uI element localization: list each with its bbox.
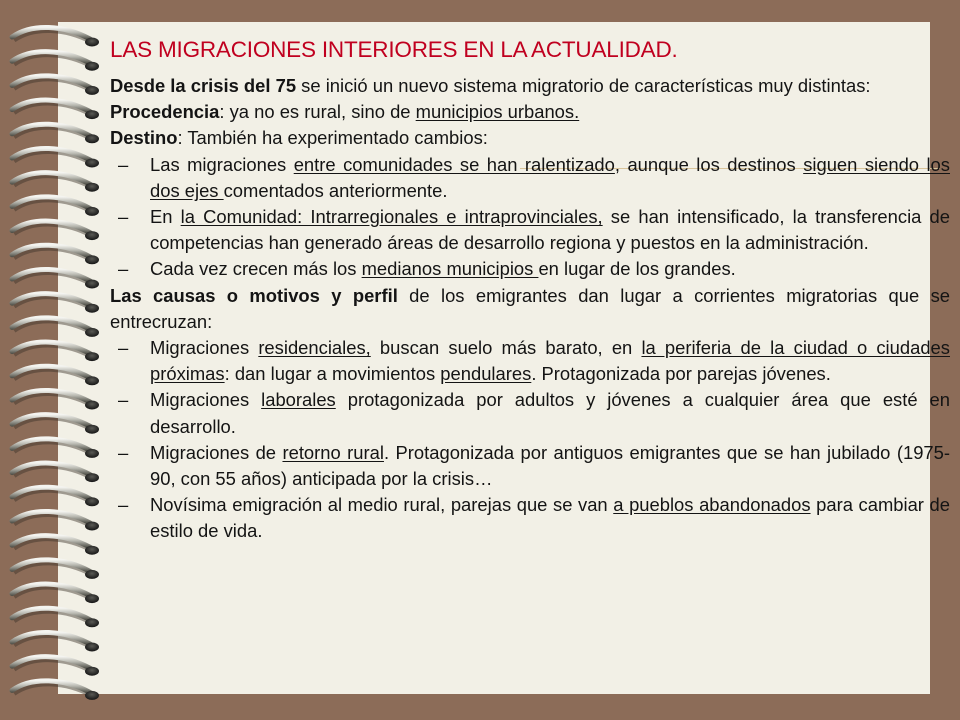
spiral-ring bbox=[12, 221, 99, 240]
dash-bullet: – bbox=[118, 494, 129, 516]
spiral-ring bbox=[12, 415, 99, 434]
item-text: . Protagonizada por parejas jóvenes. bbox=[531, 363, 831, 385]
list-item bbox=[110, 152, 950, 204]
item-underlined: la Comunidad: Intrarregionales e intraprovinciales, bbox=[180, 206, 603, 228]
item-underlined: laborales bbox=[261, 389, 336, 411]
procedencia-label: Procedencia bbox=[110, 101, 220, 123]
list-item bbox=[110, 492, 950, 544]
item-text: buscan suelo más barato, en bbox=[370, 337, 642, 359]
item-text: en lugar de los grandes. bbox=[538, 258, 736, 280]
spiral-ring bbox=[12, 27, 99, 46]
spiral-ring bbox=[12, 536, 99, 555]
spiral-ring bbox=[12, 197, 99, 216]
item-text: . Protagonizada por antiguos emigrantes que se han jubilado (1975-90, con 55 años) anticipada por la crisis… bbox=[150, 441, 950, 490]
spiral-ring bbox=[12, 463, 99, 482]
dash-bullet: – bbox=[118, 337, 129, 359]
item-text: Migraciones bbox=[150, 389, 262, 411]
list-item bbox=[110, 256, 950, 282]
item-text: , aunque los destinos bbox=[614, 153, 804, 175]
spiral-ring bbox=[12, 681, 99, 700]
dash-bullet: – bbox=[118, 441, 129, 463]
spiral-ring bbox=[12, 245, 99, 264]
item-text: para cambiar de estilo de vida. bbox=[150, 494, 950, 542]
dash-bullet: – bbox=[118, 389, 129, 411]
item-text: : dan lugar a movimientos bbox=[224, 363, 441, 385]
spiral-ring bbox=[12, 608, 99, 627]
item-underlined: la periferia de la ciudad o ciudades próximas bbox=[150, 337, 950, 385]
spiral-ring bbox=[12, 173, 99, 192]
item-text: Cada vez crecen más los bbox=[150, 258, 362, 280]
spiral-ring bbox=[12, 148, 99, 167]
item-underlined: medianos municipios bbox=[361, 258, 539, 280]
causas-paragraph bbox=[110, 283, 950, 335]
item-text: Migraciones bbox=[150, 337, 259, 359]
causas-bold: Las causas o motivos y perfil bbox=[110, 284, 398, 306]
spiral-ring bbox=[12, 342, 99, 361]
item-underlined: pendulares bbox=[440, 363, 532, 385]
spiral-ring bbox=[12, 511, 99, 530]
item-underlined: retorno rural bbox=[282, 441, 384, 463]
item-text: Las migraciones bbox=[150, 153, 294, 175]
item-text: comentados anteriormente. bbox=[223, 179, 448, 201]
item-text: protagonizada por adultos y jóvenes a cualquier área que esté en desarrollo. bbox=[150, 389, 950, 437]
list-item bbox=[110, 387, 950, 439]
spiral-ring bbox=[12, 294, 99, 313]
causas-text: de los emigrantes dan lugar a corrientes migratorias que se entrecruzan: bbox=[110, 284, 950, 332]
spiral-ring bbox=[12, 584, 99, 603]
destino-label: Destino bbox=[110, 127, 178, 149]
spiral-ring bbox=[12, 76, 99, 95]
dash-bullet: – bbox=[118, 153, 129, 175]
dash-bullet: – bbox=[118, 206, 129, 228]
spiral-ring bbox=[12, 390, 99, 409]
list-item bbox=[110, 440, 950, 492]
item-text: Migraciones de bbox=[150, 441, 283, 463]
destino-paragraph bbox=[110, 125, 950, 151]
spiral-ring bbox=[12, 439, 99, 458]
slide-title: LAS MIGRACIONES INTERIORES EN LA ACTUALIDAD. bbox=[110, 37, 678, 62]
list-item bbox=[110, 335, 950, 387]
list-item bbox=[110, 204, 950, 256]
intro-paragraph bbox=[110, 73, 950, 99]
spiral-ring bbox=[12, 657, 99, 676]
destino-text: : También ha experimentado cambios: bbox=[177, 127, 488, 149]
dash-bullet: – bbox=[118, 258, 129, 280]
procedencia-paragraph bbox=[110, 99, 950, 125]
item-underlined: siguen siendo los dos ejes bbox=[150, 153, 950, 201]
spiral-binding bbox=[0, 24, 110, 700]
procedencia-underlined: municipios urbanos. bbox=[415, 101, 580, 123]
spiral-ring bbox=[12, 560, 99, 579]
item-text: Novísima emigración al medio rural, parejas que se van bbox=[150, 494, 614, 516]
spiral-ring bbox=[12, 366, 99, 385]
item-underlined: residenciales, bbox=[258, 337, 371, 359]
spiral-ring bbox=[12, 269, 99, 288]
item-underlined: entre comunidades se han ralentizado bbox=[293, 153, 615, 175]
procedencia-text: : ya no es rural, sino de bbox=[219, 101, 416, 123]
spiral-ring bbox=[12, 487, 99, 506]
spiral-ring bbox=[12, 632, 99, 651]
slide-body bbox=[110, 73, 950, 545]
item-text: se han intensificado, la transferencia de competencias han generado áreas de desarrollo regiona y puestos en la administración. bbox=[150, 206, 950, 254]
item-underlined: a pueblos abandonados bbox=[613, 494, 811, 516]
spiral-ring bbox=[12, 318, 99, 337]
intro-bold: Desde la crisis del 75 bbox=[110, 75, 297, 96]
spiral-ring bbox=[12, 52, 99, 71]
item-text: En bbox=[150, 206, 181, 228]
intro-text: se inició un nuevo sistema migratorio de características muy distintas: bbox=[296, 75, 871, 96]
spiral-ring bbox=[12, 124, 99, 143]
spiral-ring bbox=[12, 100, 99, 119]
